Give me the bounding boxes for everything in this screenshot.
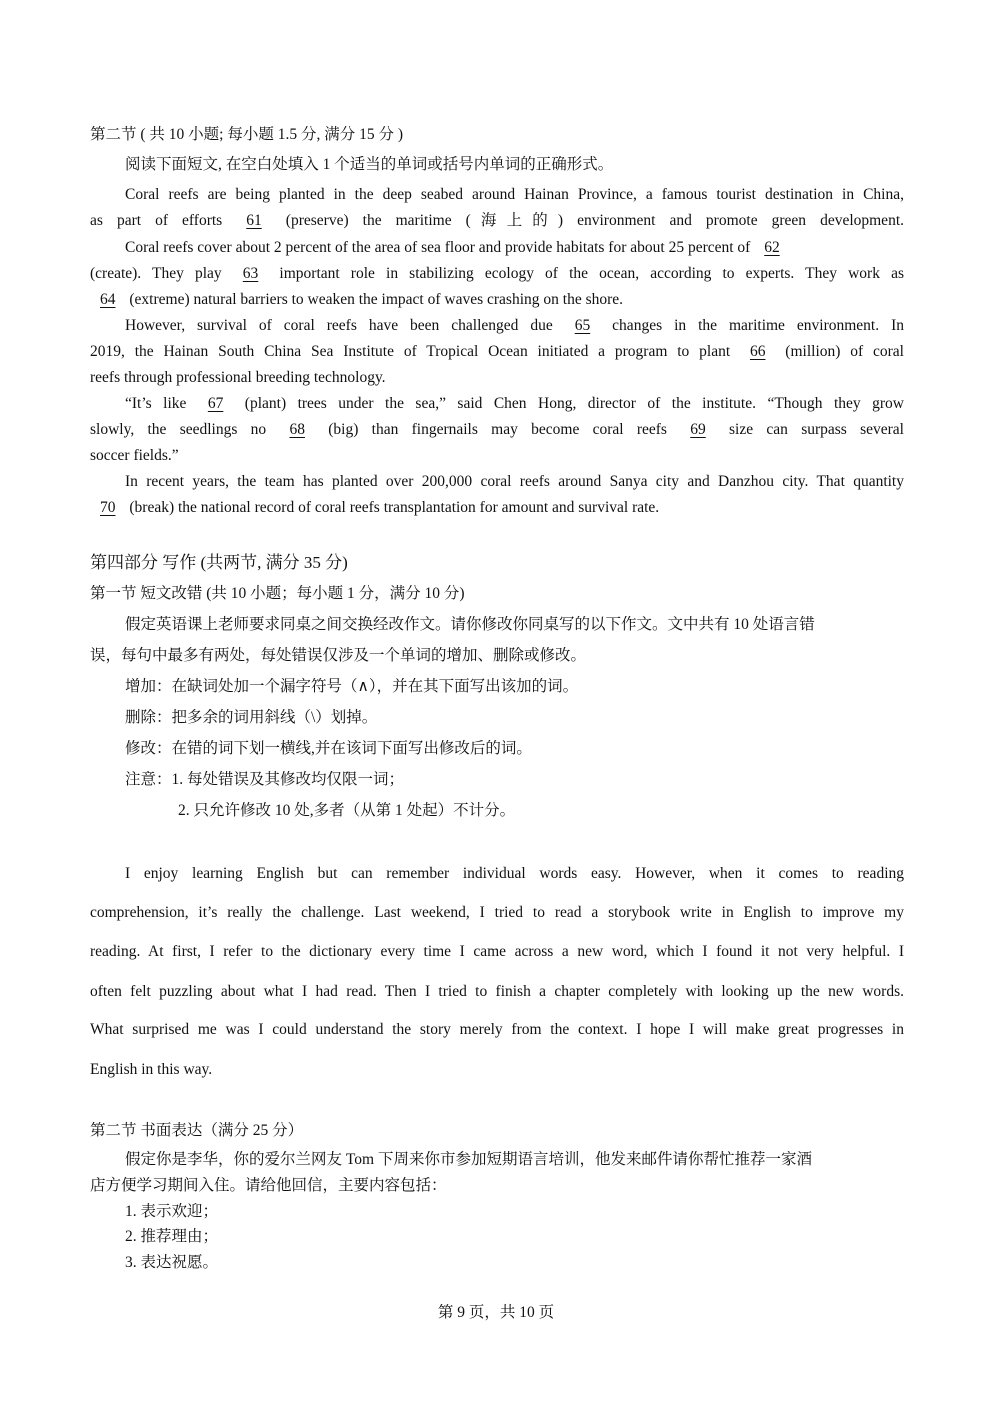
grammar-instruction: 阅读下面短文, 在空白处填入 1 个适当的单词或括号内单词的正确形式。 xyxy=(125,156,614,173)
blank-61[interactable]: 61 xyxy=(246,212,262,229)
passage-line: 64 (extreme) natural barriers to weaken the impact of waves crashing on the shore. xyxy=(90,289,904,311)
passage-line: as part of efforts 61 (preserve) the maritime (海上的) environment and promote green development. xyxy=(90,210,904,232)
rule-note-1: 注意：1. 每处错误及其修改均仅限一词； xyxy=(125,771,405,788)
passage-line: Coral reefs cover about 2 percent of the area of sea floor and provide habitats for about 25 percent of 62 xyxy=(125,237,904,259)
rule-add: 增加：在缺词处加一个漏字符号（∧），并在其下面写出该加的词。 xyxy=(125,678,579,695)
passage-line: In recent years, the team has planted over 200,000 coral reefs around Sanya city and Danzhou city. That quantity xyxy=(125,473,904,490)
passage-line: slowly, the seedlings no 68 (big) than fingernails may become coral reefs 69 size can surpass several xyxy=(90,419,904,441)
rule-note-2: 2. 只允许修改 10 处,多者（从第 1 处起）不计分。 xyxy=(178,802,516,819)
blank-65[interactable]: 65 xyxy=(574,317,591,334)
blank-70[interactable]: 70 xyxy=(100,499,116,516)
blank-64[interactable]: 64 xyxy=(100,291,116,308)
essay-line: English in this way. xyxy=(90,1061,213,1078)
passage-line: reefs through professional breeding technology. xyxy=(90,369,386,386)
writing-point: 3. 表达祝愿。 xyxy=(125,1254,219,1271)
written-expression-title: 第二节 书面表达（满分 25 分） xyxy=(90,1122,304,1139)
passage-line: 70 (break) the national record of coral reefs transplantation for amount and survival rate. xyxy=(90,497,904,519)
error-correction-instruction: 误，每句中最多有两处，每处错误仅涉及一个单词的增加、删除或修改。 xyxy=(90,647,587,664)
blank-62[interactable]: 62 xyxy=(764,239,780,256)
blank-66[interactable]: 66 xyxy=(749,343,766,360)
passage-line: However, survival of coral reefs have been challenged due 65 changes in the maritime environment. In xyxy=(125,315,904,337)
blank-63[interactable]: 63 xyxy=(242,265,259,282)
rule-modify: 修改：在错的词下划一横线,并在该词下面写出修改后的词。 xyxy=(125,740,532,757)
blank-69[interactable]: 69 xyxy=(690,421,706,438)
grammar-section-title: 第二节 ( 共 10 小题; 每小题 1.5 分, 满分 15 分 ) xyxy=(90,126,404,143)
writing-task: 店方便学习期间入住。请给他回信，主要内容包括： xyxy=(90,1177,447,1194)
essay-line: I enjoy learning English but can remember individual words easy. However, when it comes to reading xyxy=(125,865,904,882)
writing-point: 1. 表示欢迎； xyxy=(125,1203,219,1220)
passage-line: 2019, the Hainan South China Sea Institute of Tropical Ocean initiated a program to plant 66 (million) of coral xyxy=(90,341,904,363)
writing-point: 2. 推荐理由； xyxy=(125,1228,219,1245)
passage-line: soccer fields.” xyxy=(90,447,179,464)
writing-task: 假定你是李华，你的爱尔兰网友 Tom 下周来你市参加短期语言培训，他发来邮件请你帮忙推荐一家酒 xyxy=(125,1151,812,1168)
passage-line: “It’s like 67 (plant) trees under the sea,” said Chen Hong, director of the institute. “Though they grow xyxy=(125,393,904,415)
essay-line: What surprised me was I could understand the story merely from the context. I hope I will make great progresses in xyxy=(90,1021,904,1038)
blank-68[interactable]: 68 xyxy=(289,421,305,438)
passage-line: Coral reefs are being planted in the deep seabed around Hainan Province, a famous tourist destination in China, xyxy=(125,186,904,203)
essay-line: often felt puzzling about what I had read. Then I tried to finish a chapter completely with looking up the new words. xyxy=(90,983,904,1000)
part4-title: 第四部分 写作 (共两节, 满分 35 分) xyxy=(90,553,348,572)
rule-delete: 删除：把多余的词用斜线（\）划掉。 xyxy=(125,709,378,726)
passage-line: (create). They play 63 important role in stabilizing ecology of the ocean, according to experts. They work as xyxy=(90,263,904,285)
error-correction-instruction: 假定英语课上老师要求同桌之间交换经改作文。请你修改你同桌写的以下作文。文中共有 10 处语言错 xyxy=(125,616,815,633)
page-number: 第 9 页，共 10 页 xyxy=(437,1304,555,1321)
essay-line: reading. At first, I refer to the dictionary every time I came across a new word, which I found it not very helpful. I xyxy=(90,943,904,960)
essay-line: comprehension, it’s really the challenge. Last weekend, I tried to read a storybook write in English to improve my xyxy=(90,904,904,921)
error-correction-title: 第一节 短文改错 (共 10 小题；每小题 1 分，满分 10 分) xyxy=(90,585,465,602)
blank-67[interactable]: 67 xyxy=(207,395,224,412)
